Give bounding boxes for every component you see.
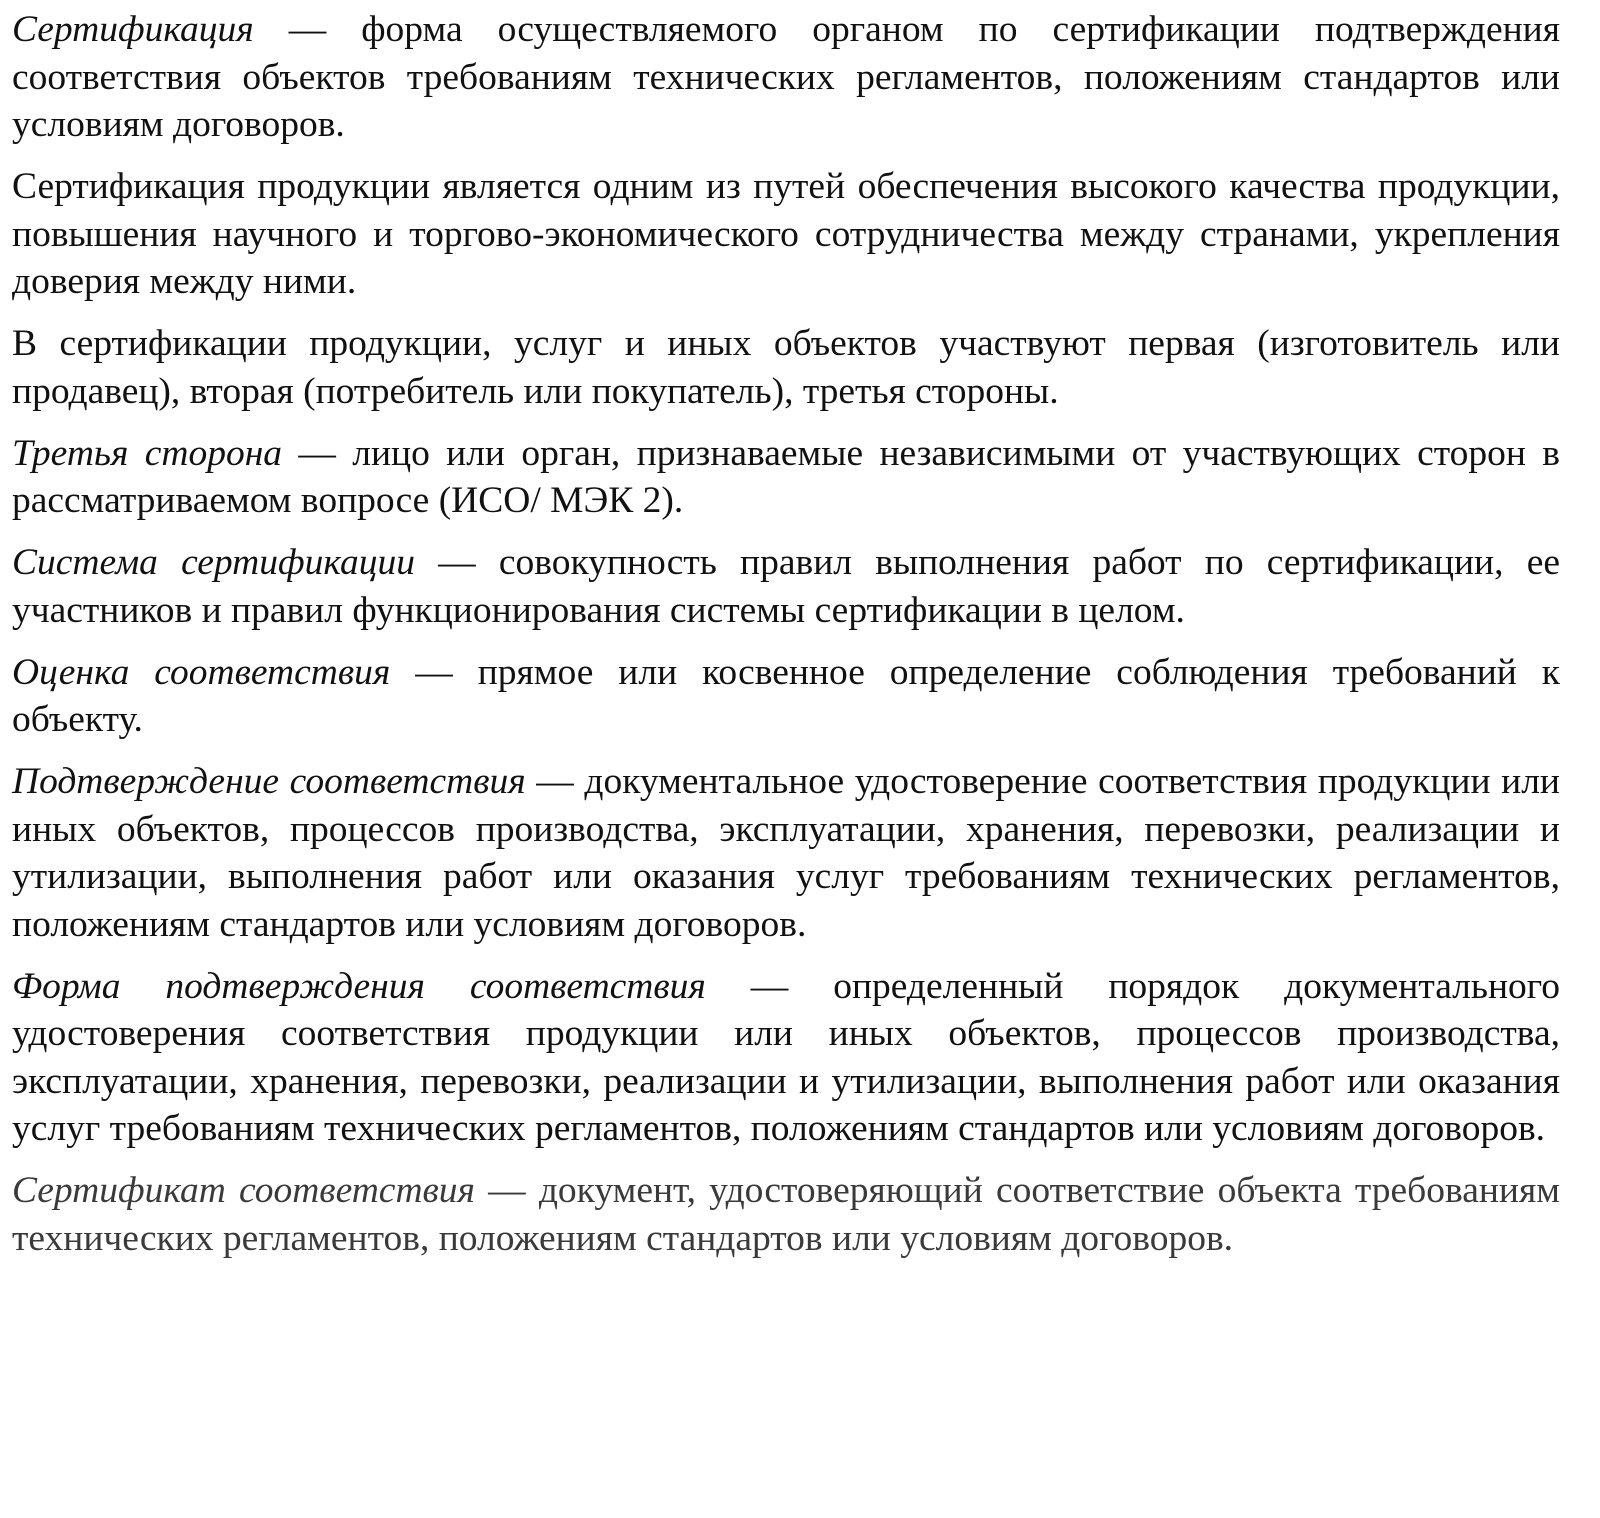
- paragraph-certification-parties: [12, 320, 1560, 415]
- definition-third-party: [12, 430, 1560, 525]
- paragraph-text: Сертификация продукции является одним из путей обеспечения высокого качества продукции, повышения научного и торгово-экономического сотрудничества между странами, укрепления доверия между ними.: [12, 166, 1560, 302]
- definition-certification-system: [12, 539, 1560, 634]
- definition-certification: [12, 6, 1560, 149]
- definition-conformity-confirmation: [12, 758, 1560, 948]
- term: Система сертификации: [12, 542, 415, 583]
- definition-text: — определенный порядок документального удостоверения соответствия продукции или иных объектов, процессов производства, эксплуатации, хранения, перевозки, реализации и утилизации, выполнения работ или оказания услуг требованиям технических регламентов, положениям стандартов или условиям договоров.: [12, 965, 1561, 1149]
- definition-conformity-certificate: [12, 1167, 1560, 1262]
- definition-text: — прямое или косвенное определение соблюдения требований к объекту.: [12, 651, 1561, 740]
- term: Сертификация: [12, 9, 254, 50]
- definition-text: — лицо или орган, признаваемые независимыми от участвующих сторон в рассматриваемом вопросе (ИСО/ МЭК 2).: [12, 432, 1560, 521]
- term: Сертификат соответствия: [12, 1170, 475, 1211]
- paragraph-certification-purpose: [12, 163, 1560, 306]
- term: Форма подтверждения соответствия: [12, 965, 706, 1007]
- definition-text: — форма осуществляемого органом по сертификации подтверждения соответствия объектов требованиям технических регламентов, положениям стандартов или условиям договоров.: [12, 9, 1560, 145]
- definition-confirmation-form: [12, 963, 1560, 1153]
- definition-text: — документ, удостоверяющий соответствие объекта требованиям технических регламентов, положениям стандартов или условиям договоров.: [12, 1170, 1560, 1259]
- term: Третья сторона: [12, 432, 283, 474]
- term: Оценка соответствия: [12, 651, 391, 693]
- definition-text: — совокупность правил выполнения работ по сертификации, ее участников и правил функционирования системы сертификации в целом.: [12, 542, 1560, 631]
- definition-text: — документальное удостоверение соответствия продукции или иных объектов, процессов производства, эксплуатации, хранения, перевозки, реализации и утилизации, выполнения работ или оказания услуг требованиям технических регламентов, положениям стандартов или условиям договоров.: [12, 761, 1560, 945]
- term: Подтверждение соответствия: [12, 761, 526, 802]
- paragraph-text: В сертификации продукции, услуг и иных объектов участвуют первая (изготовитель или продавец), вторая (потребитель или покупатель), третья стороны.: [12, 323, 1560, 412]
- definition-conformity-assessment: [12, 649, 1560, 744]
